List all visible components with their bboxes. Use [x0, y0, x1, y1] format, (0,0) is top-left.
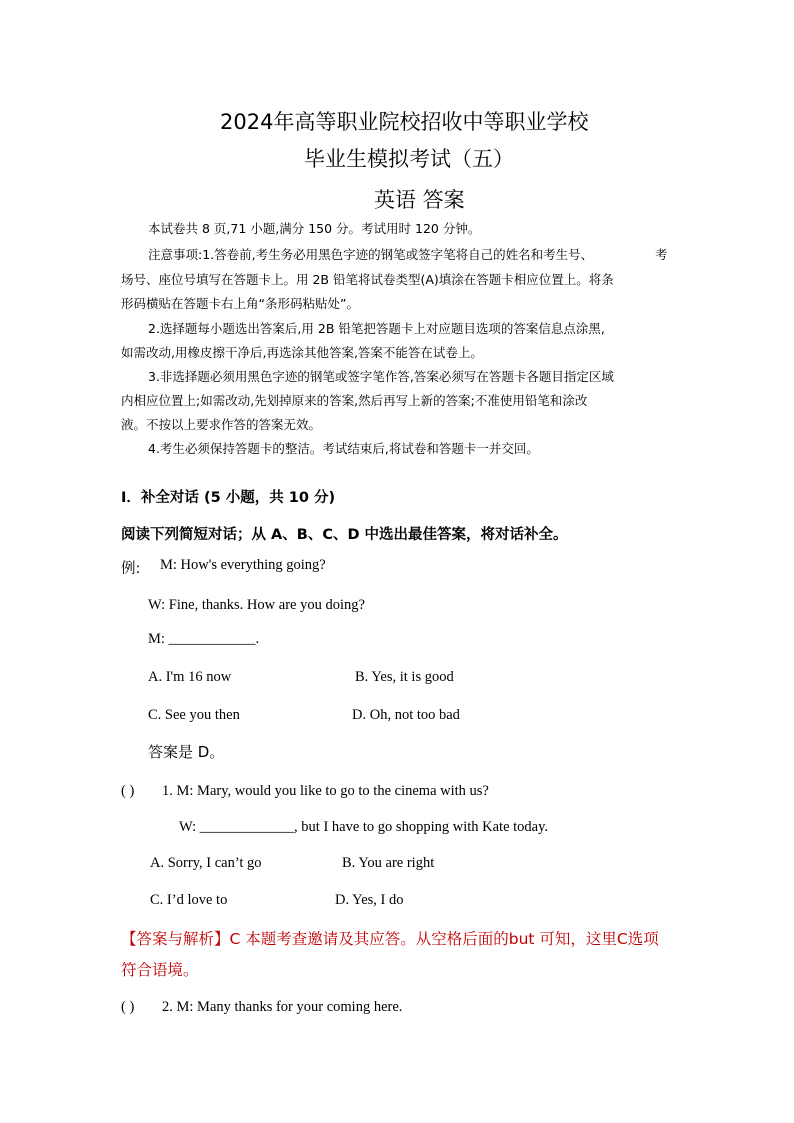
- example-answer: 答案是 D。: [148, 743, 225, 761]
- section-instruction: 阅读下列简短对话；从 A、B、C、D 中选出最佳答案，将对话补全。: [121, 527, 568, 543]
- question-stem: 1. M: Mary, would you like to go to the cinema with us?: [162, 783, 489, 799]
- dialogue-line: M: ____________.: [148, 631, 260, 647]
- option-d: D. Yes, I do: [335, 892, 404, 908]
- note-line: 如需改动,用橡皮擦干净后,再选涂其他答案,答案不能答在试卷上。: [121, 345, 483, 360]
- option-d: D. Oh, not too bad: [352, 707, 460, 723]
- note-line: 4.考生必须保持答题卡的整洁。考试结束后,将试卷和答题卡一并交回。: [148, 441, 539, 456]
- note-line: 本试卷共 8 页,71 小题,满分 150 分。考试用时 120 分钟。: [148, 221, 481, 236]
- section-heading: Ⅰ．补全对话 (5 小题，共 10 分): [121, 490, 336, 506]
- analysis-label: 【答案与解析】: [121, 930, 230, 948]
- option-a: A. I'm 16 now: [148, 669, 232, 685]
- note-line: 3.非选择题必须用黑色字迹的钢笔或签字笔作答,答案必须写在答题卡各题目指定区域: [148, 369, 614, 384]
- option-b: B. Yes, it is good: [355, 669, 454, 685]
- dialogue-line: W: _____________, but I have to go shopping with Kate today.: [179, 819, 549, 835]
- question-stem: 2. M: Many thanks for your coming here.: [162, 999, 403, 1015]
- note-line: 形码横贴在答题卡右上角“条形码粘贴处”。: [121, 296, 359, 311]
- note-line: 注意事项:1.答卷前,考生务必用黑色字迹的钢笔或签字笔将自己的姓名和考生号、: [148, 247, 594, 262]
- dialogue-line: M: How's everything going?: [160, 557, 326, 573]
- question-paren: ( ): [121, 783, 135, 799]
- option-a: A. Sorry, I can’t go: [150, 855, 262, 871]
- analysis-text: C 本题考查邀请及其应答。从空格后面的but 可知，这里C选项: [229, 930, 659, 948]
- note-line: 内相应位置上;如需改动,先划掉原来的答案,然后再写上新的答案;不准使用铅笔和涂改: [121, 393, 588, 408]
- note-line: 考: [655, 247, 668, 262]
- title-line-1: 2024年高等职业院校招收中等职业学校: [220, 110, 589, 134]
- note-line: 液。不按以上要求作答的答案无效。: [121, 417, 322, 432]
- title-line-2: 毕业生模拟考试（五）: [304, 147, 514, 171]
- question-paren: ( ): [121, 999, 135, 1015]
- option-c: C. See you then: [148, 707, 240, 723]
- example-label: 例:: [121, 561, 141, 577]
- option-c: C. I’d love to: [150, 892, 228, 908]
- analysis-line: [121, 927, 659, 949]
- dialogue-line: W: Fine, thanks. How are you doing?: [148, 597, 365, 613]
- note-line: 2.选择题每小题选出答案后,用 2B 铅笔把答题卡上对应题目选项的答案信息点涂黑,: [148, 321, 605, 336]
- option-b: B. You are right: [342, 855, 435, 871]
- analysis-line: 符合语境。: [121, 961, 199, 979]
- title-line-3: 英语 答案: [374, 188, 465, 212]
- note-line: 场号、座位号填写在答题卡上。用 2B 铅笔将试卷类型(A)填涂在答题卡相应位置上。将条: [121, 272, 614, 287]
